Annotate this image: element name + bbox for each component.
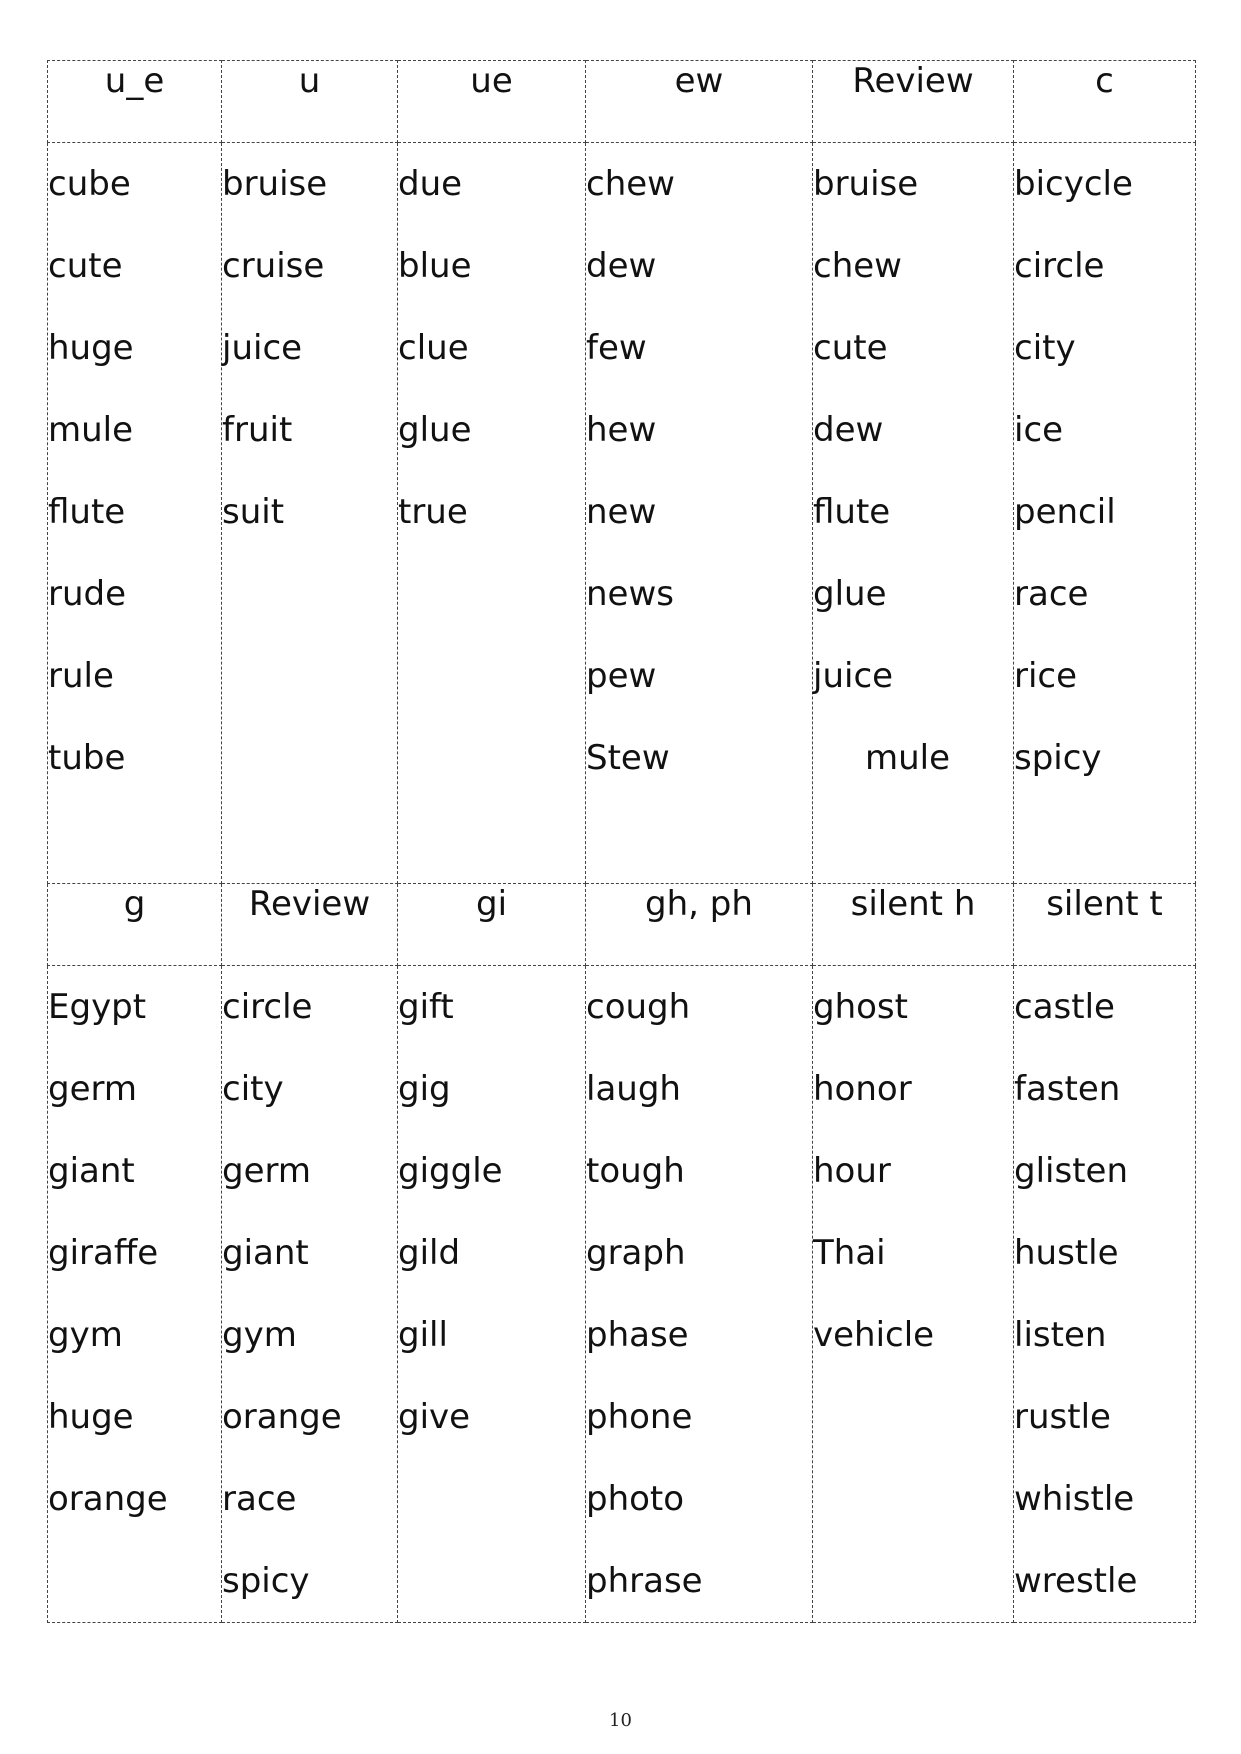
word: news: [586, 574, 674, 614]
word-column: [1014, 966, 1196, 1623]
word: suit: [222, 492, 285, 532]
word: bruise: [222, 164, 328, 204]
word: germ: [48, 1069, 138, 1109]
word: huge: [48, 328, 134, 368]
word: rustle: [1014, 1397, 1111, 1437]
word: Stew: [586, 738, 670, 778]
word: tube: [48, 738, 126, 778]
word-column: [1014, 143, 1196, 884]
word-column: [586, 966, 813, 1623]
word: giggle: [398, 1151, 503, 1191]
page-number: 10: [609, 1710, 632, 1731]
word: fasten: [1014, 1069, 1121, 1109]
word: hour: [813, 1151, 891, 1191]
word: bicycle: [1014, 164, 1133, 204]
word: hustle: [1014, 1233, 1119, 1273]
word: bruise: [813, 164, 919, 204]
word: glue: [813, 574, 887, 614]
word: spicy: [1014, 738, 1102, 778]
word: pew: [586, 656, 657, 696]
word: true: [398, 492, 468, 532]
word: flute: [813, 492, 891, 532]
column-header: silent t: [1014, 884, 1196, 966]
column-header: silent h: [813, 884, 1014, 966]
word: chew: [586, 164, 675, 204]
word: listen: [1014, 1315, 1107, 1355]
header-row-top: [48, 61, 1196, 143]
word: cute: [813, 328, 888, 368]
column-header: ew: [586, 61, 813, 143]
word: cute: [48, 246, 123, 286]
word: clue: [398, 328, 469, 368]
word: ice: [1014, 410, 1064, 450]
word: circle: [1014, 246, 1105, 286]
column-header: g: [48, 884, 222, 966]
word: castle: [1014, 987, 1115, 1027]
word: phase: [586, 1315, 689, 1355]
word: germ: [222, 1151, 312, 1191]
word: giant: [222, 1233, 309, 1273]
word: pencil: [1014, 492, 1116, 532]
word-column: [398, 143, 586, 884]
word-column: [398, 966, 586, 1623]
word: city: [222, 1069, 284, 1109]
word: chew: [813, 246, 902, 286]
word: spicy: [222, 1561, 310, 1601]
word: orange: [48, 1479, 168, 1519]
word: gym: [222, 1315, 297, 1355]
word: cube: [48, 164, 131, 204]
word: phone: [586, 1397, 693, 1437]
column-header: Review: [222, 884, 398, 966]
word-column: [586, 143, 813, 884]
word-column: [48, 966, 222, 1623]
word: new: [586, 492, 657, 532]
word: juice: [813, 656, 894, 696]
word: vehicle: [813, 1315, 935, 1355]
word: race: [222, 1479, 297, 1519]
word: giant: [48, 1151, 135, 1191]
word: rude: [48, 574, 127, 614]
word: dew: [813, 410, 884, 450]
word-column: [222, 143, 398, 884]
word: phrase: [586, 1561, 703, 1601]
word: orange: [222, 1397, 342, 1437]
column-header: c: [1014, 61, 1196, 143]
header-row-bottom: [48, 884, 1196, 966]
word: rule: [48, 656, 114, 696]
word: gift: [398, 987, 454, 1027]
phonics-word-table: [47, 60, 1196, 1623]
word: honor: [813, 1069, 912, 1109]
word: photo: [586, 1479, 685, 1519]
word: tough: [586, 1151, 685, 1191]
word: rice: [1014, 656, 1078, 696]
word: ghost: [813, 987, 908, 1027]
word: cough: [586, 987, 691, 1027]
word: fruit: [222, 410, 293, 450]
word: few: [586, 328, 647, 368]
column-header: gh, ph: [586, 884, 813, 966]
word: mule: [48, 410, 134, 450]
word-row-top: [48, 143, 1196, 884]
word: give: [398, 1397, 471, 1437]
word: flute: [48, 492, 126, 532]
word: gill: [398, 1315, 448, 1355]
word: hew: [586, 410, 657, 450]
word: juice: [222, 328, 303, 368]
column-header: gi: [398, 884, 586, 966]
word: giraffe: [48, 1233, 159, 1273]
word: circle: [222, 987, 313, 1027]
word-row-bottom: [48, 966, 1196, 1623]
word-column: [813, 966, 1014, 1623]
word: mule: [864, 738, 951, 778]
word-column: [222, 966, 398, 1623]
word: graph: [586, 1233, 686, 1273]
column-header: u: [222, 61, 398, 143]
word: gig: [398, 1069, 451, 1109]
word: glisten: [1014, 1151, 1128, 1191]
word: blue: [398, 246, 472, 286]
word: glue: [398, 410, 472, 450]
word-column: [813, 143, 1014, 884]
word: due: [398, 164, 463, 204]
column-header: Review: [813, 61, 1014, 143]
word: Thai: [813, 1233, 886, 1273]
word: city: [1014, 328, 1076, 368]
word: whistle: [1014, 1479, 1135, 1519]
word: gild: [398, 1233, 461, 1273]
word-column: [48, 143, 222, 884]
column-header: ue: [398, 61, 586, 143]
column-header: u_e: [48, 61, 222, 143]
word: laugh: [586, 1069, 681, 1109]
word: cruise: [222, 246, 325, 286]
word: race: [1014, 574, 1089, 614]
word: Egypt: [48, 987, 147, 1027]
word: gym: [48, 1315, 123, 1355]
word: huge: [48, 1397, 134, 1437]
word: dew: [586, 246, 657, 286]
word: wrestle: [1014, 1561, 1138, 1601]
